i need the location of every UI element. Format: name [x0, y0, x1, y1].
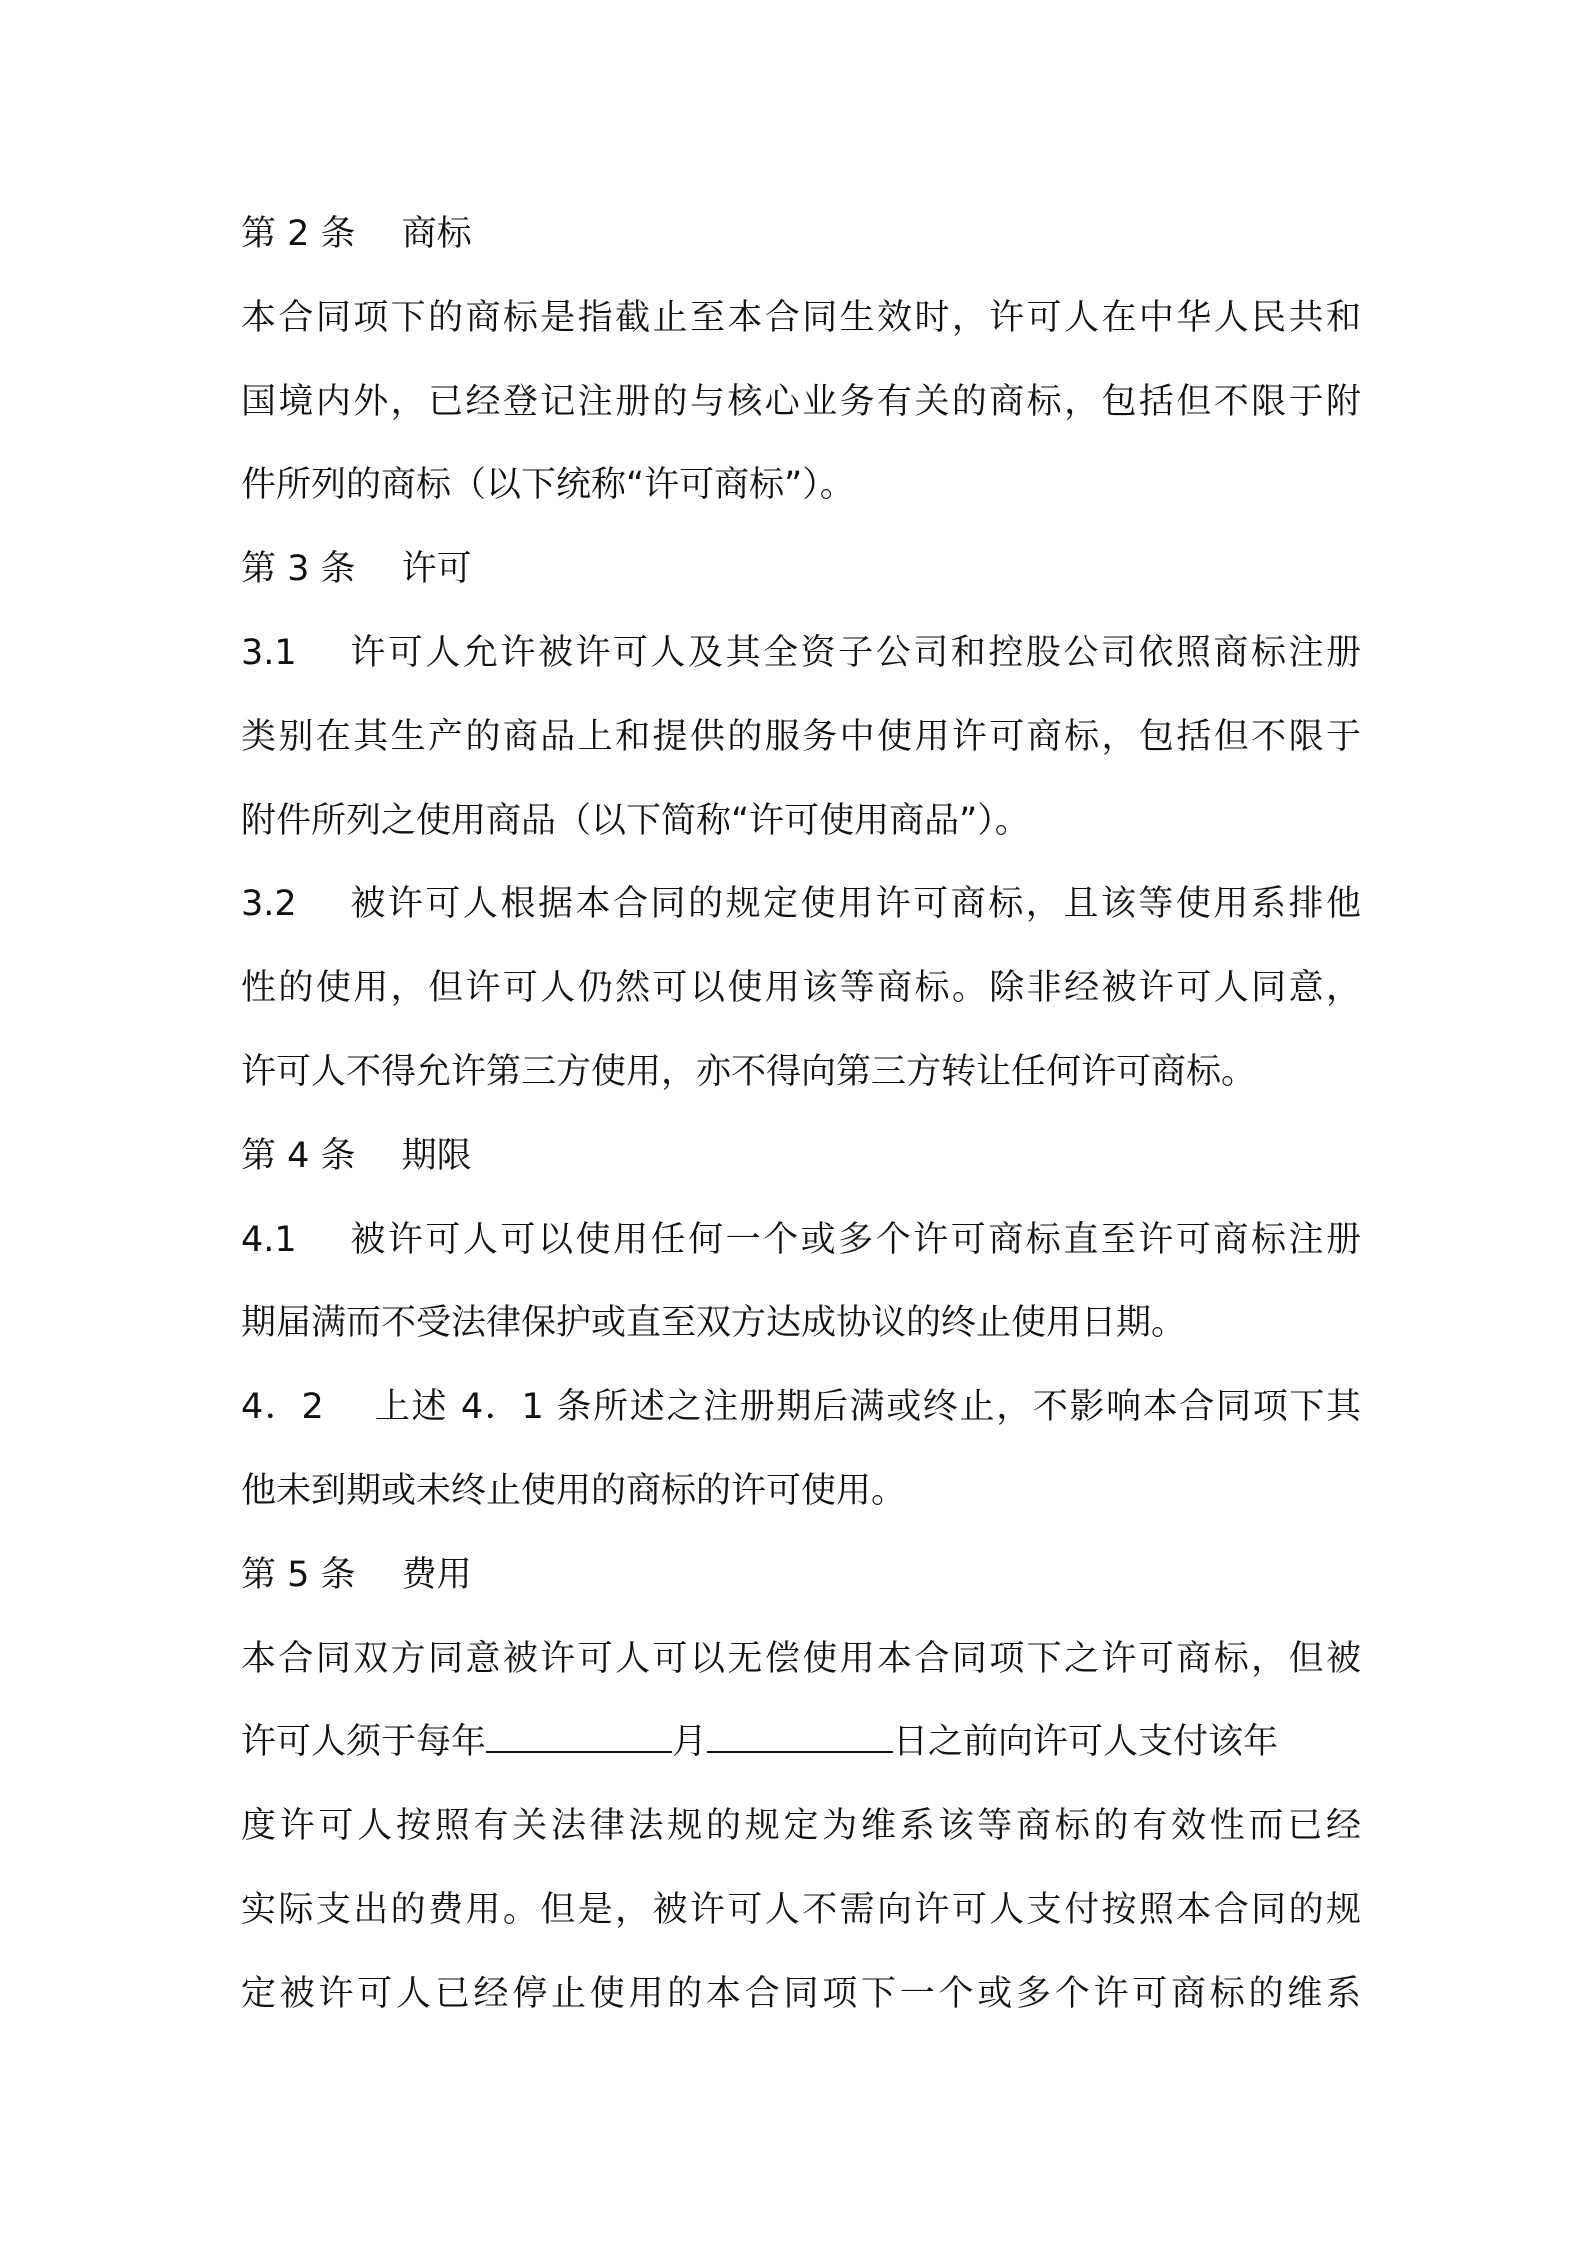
clause-3-1-line-1: 3.1 许可人允许被许可人及其全资子公司和控股公司依照商标注册	[241, 632, 1361, 673]
clause-3-1-line-3: 附件所列之使用商品（以下简称“许可使用商品”）。	[241, 800, 1030, 841]
clause-3-2-line-2: 性的使用，但许可人仍然可以使用该等商标。除非经被许可人同意，	[241, 968, 1361, 1009]
article-5-text-line-4: 实际支出的费用。但是，被许可人不需向许可人支付按照本合同的规	[241, 1889, 1361, 1930]
fee-text-part-1: 许可人须于每年	[241, 1722, 487, 1763]
article-3-heading: 第 3 条 许可	[241, 549, 472, 590]
clause-4-2-line-2: 他未到期或未终止使用的商标的许可使用。	[241, 1470, 907, 1511]
fee-text-part-2: 月	[672, 1722, 708, 1763]
article-4-heading: 第 4 条 期限	[241, 1135, 472, 1176]
fee-text-part-3: 日之前向许可人支付该年	[893, 1722, 1279, 1763]
article-2-text-line-1: 本合同项下的商标是指截止至本合同生效时，许可人在中华人民共和	[241, 297, 1361, 338]
article-5-text-line-1: 本合同双方同意被许可人可以无偿使用本合同项下之许可商标，但被	[241, 1638, 1361, 1679]
article-5-text-line-3: 度许可人按照有关法律法规的规定为维系该等商标的有效性而已经	[241, 1806, 1361, 1847]
article-2-text-line-3: 件所列的商标（以下统称“许可商标”）。	[241, 465, 855, 506]
article-5-heading: 第 5 条 费用	[241, 1554, 472, 1595]
clause-4-2-line-1: 4．2 上述 4．1 条所述之注册期后满或终止，不影响本合同项下其	[241, 1387, 1361, 1428]
article-5-text-line-2	[241, 1701, 1361, 1785]
month-blank	[486, 1721, 672, 1753]
contract-text	[241, 193, 1361, 2037]
clause-4-1-line-2: 期届满而不受法律保护或直至双方达成协议的终止使用日期。	[241, 1303, 1187, 1344]
clause-3-2-line-3: 许可人不得允许第三方使用，亦不得向第三方转让任何许可商标。	[241, 1051, 1257, 1092]
clause-3-1-line-2: 类别在其生产的商品上和提供的服务中使用许可商标，包括但不限于	[241, 716, 1361, 757]
clause-4-1-line-1: 4.1 被许可人可以使用任何一个或多个许可商标直至许可商标注册	[241, 1219, 1361, 1260]
day-blank	[707, 1721, 893, 1753]
article-2-text-line-2: 国境内外，已经登记注册的与核心业务有关的商标，包括但不限于附	[241, 381, 1361, 422]
article-5-text-line-5: 定被许可人已经停止使用的本合同项下一个或多个许可商标的维系	[241, 1973, 1361, 2014]
article-2-heading: 第 2 条 商标	[241, 214, 472, 254]
clause-3-2-line-1: 3.2 被许可人根据本合同的规定使用许可商标，且该等使用系排他	[241, 884, 1361, 925]
